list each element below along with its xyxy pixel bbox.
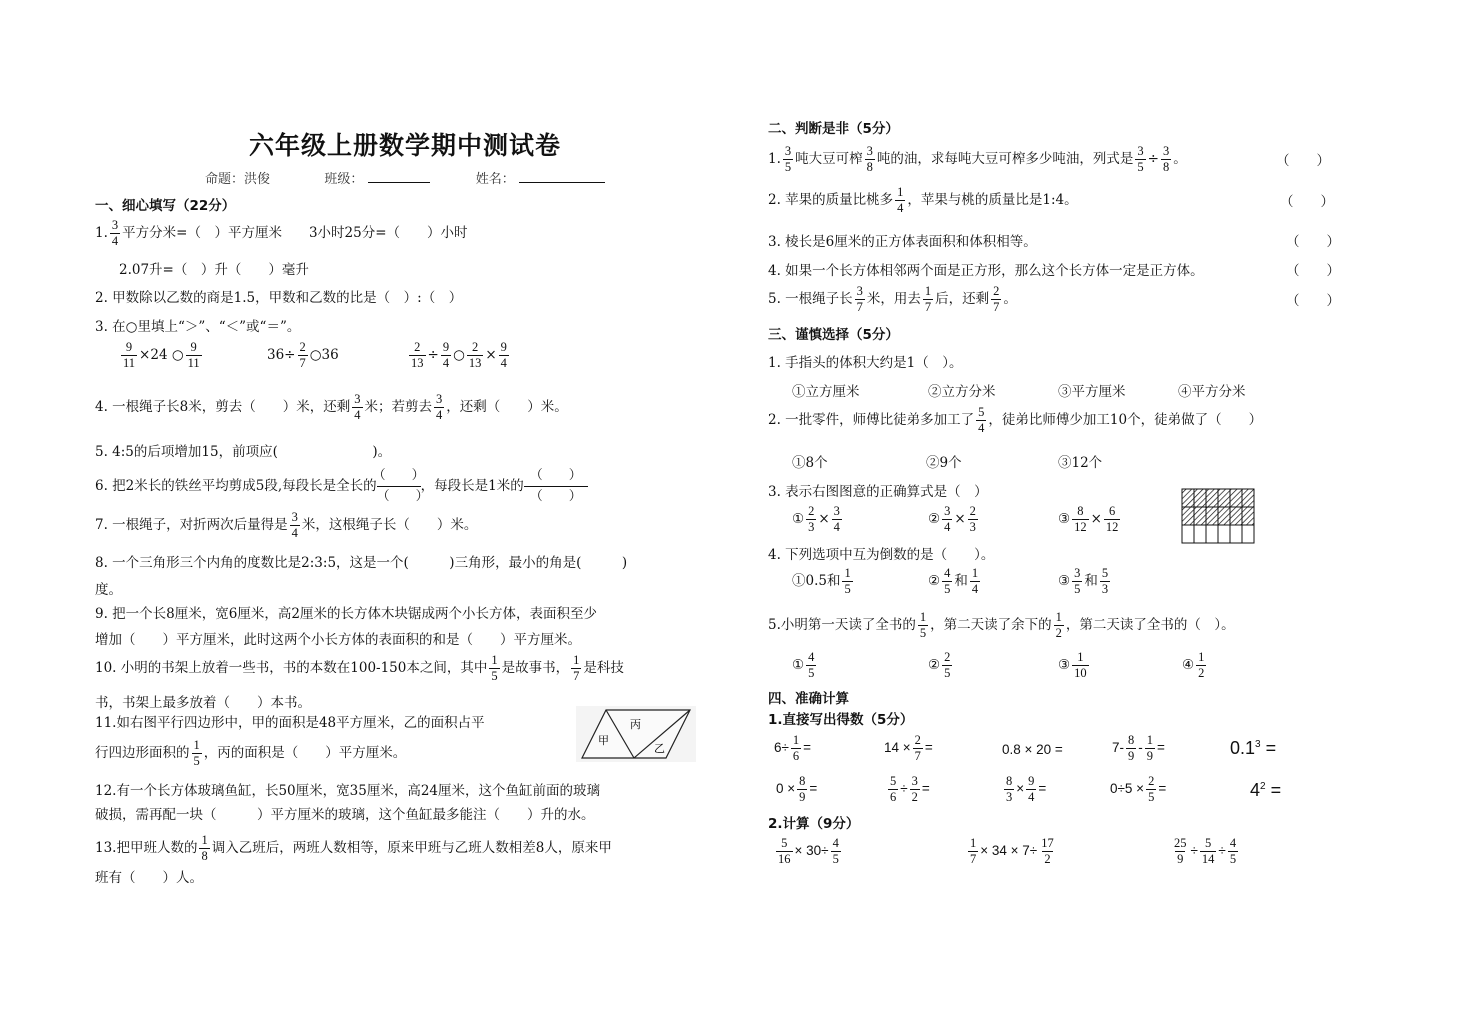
choice-1-opt-2[interactable]: ②立方分米 bbox=[928, 384, 996, 400]
calc-r1c2: 14 × $\frac{2}{7}$ = bbox=[884, 733, 933, 763]
fraction-grid-figure bbox=[1181, 488, 1255, 544]
section-3-heading: 三、谨慎选择（5分） bbox=[768, 327, 899, 343]
calc-r1c1: 6÷ $\frac{1}{6}$ = bbox=[774, 733, 812, 763]
judge-4: 4. 如果一个长方体相邻两个面是正方形，那么这个长方体一定是正方体。 bbox=[768, 263, 1204, 279]
choice-1-opt-3[interactable]: ③平方厘米 bbox=[1058, 384, 1126, 400]
question-1a: 1. $\frac{3}{4}$ 平方分米=（ ）平方厘米 3小时25分=（ ）小时 bbox=[95, 218, 468, 248]
name-blank[interactable] bbox=[519, 168, 605, 183]
choice-3: 3. 表示右图图意的正确算式是（ ） bbox=[768, 484, 988, 500]
choice-5: 5.小明第一天读了全书的 $\frac{1}{5}$ ，第二天读了余下的 $\frac{1}{2}$ ，第二天读了全书的（ ）。 bbox=[768, 610, 1235, 640]
choice-5-opt-4[interactable]: ④ $\frac{1}{2}$ bbox=[1182, 650, 1205, 680]
question-13b: 班有（ ）人。 bbox=[95, 870, 203, 886]
choice-3-opt-3[interactable]: ③ $\frac{8}{12}$ × $\frac{6}{12}$ bbox=[1058, 504, 1119, 534]
calc-r1c3: 0.8 × 20 = bbox=[1002, 742, 1063, 757]
choice-4-opt-1[interactable]: ①0.5和 $\frac{1}{5}$ bbox=[792, 566, 851, 596]
question-3-expr-2: 36÷ $\frac{2}{7}$ ○36 bbox=[267, 340, 339, 370]
name-label: 姓名： bbox=[475, 172, 515, 187]
choice-3-opt-2[interactable]: ② $\frac{3}{4}$ × $\frac{2}{3}$ bbox=[928, 504, 976, 534]
choice-2: 2. 一批零件，师傅比徒弟多加工了 $\frac{5}{4}$ ，徒弟比师傅少加工10个，徒弟做了（ ） bbox=[768, 405, 1263, 435]
question-12b: 破损，需再配一块（ ）平方厘米的玻璃，这个鱼缸最多能注（ ）升的水。 bbox=[95, 807, 595, 823]
question-12a: 12.有一个长方体玻璃鱼缸，长50厘米，宽35厘米，高24厘米，这个鱼缸前面的玻璃 bbox=[95, 783, 601, 799]
section-4-1-heading: 1.直接写出得数（5分） bbox=[768, 712, 914, 728]
judge-1-paren[interactable]: （ ） bbox=[1276, 153, 1330, 169]
question-11a: 11.如右图平行四边形中，甲的面积是48平方厘米，乙的面积占平 bbox=[95, 715, 485, 731]
author: 命题：洪俊 bbox=[205, 172, 271, 187]
calc-r2c4: 0÷5 × $\frac{2}{5}$ = bbox=[1110, 774, 1167, 804]
calc2-expr-2: $\frac{1}{7}$ × 34 × 7÷ $\frac{17}{2}$ bbox=[970, 836, 1054, 866]
question-7: 7. 一根绳子，对折两次后量得是 $\frac{3}{4}$ 米，这根绳子长（ ）米。 bbox=[95, 510, 478, 540]
choice-2-opt-3[interactable]: ③12个 bbox=[1058, 455, 1103, 471]
judge-2: 2. 苹果的质量比桃多 $\frac{1}{4}$ ，苹果与桃的质量比是1:4。 bbox=[768, 185, 1078, 215]
fig-label-bing: 丙 bbox=[630, 718, 641, 731]
choice-5-opt-1[interactable]: ① $\frac{4}{5}$ bbox=[792, 650, 815, 680]
choice-5-opt-3[interactable]: ③ $\frac{1}{10}$ bbox=[1058, 650, 1087, 680]
section-1-heading: 一、细心填写（22分） bbox=[95, 198, 236, 214]
question-3-expr-3: $\frac{2}{13}$ ÷ $\frac{9}{4}$ ○ $\frac{2}{13}$ × $\frac{9}{4}$ bbox=[411, 340, 507, 370]
question-8a: 8. 一个三角形三个内角的度数比是2:3:5，这是一个( )三角形，最小的角是( ) bbox=[95, 555, 628, 571]
judge-5-paren[interactable]: （ ） bbox=[1286, 293, 1340, 309]
judge-1: 1. $\frac{3}{5}$ 吨大豆可榨 $\frac{3}{8}$ 吨的油，求每吨大豆可榨多少吨油，列式是 $\frac{3}{5}$ ÷ $\frac{3}{8}$ 。 bbox=[768, 144, 1187, 174]
choice-4: 4. 下列选项中互为倒数的是（ ）。 bbox=[768, 547, 995, 563]
judge-2-paren[interactable]: （ ） bbox=[1280, 194, 1334, 210]
question-9a: 9. 把一个长8厘米，宽6厘米，高2厘米的长方体木块锯成两个小长方体，表面积至少 bbox=[95, 606, 597, 622]
calc-r2c3: $\frac{8}{3}$ × $\frac{9}{4}$ = bbox=[1006, 774, 1047, 804]
question-3: 3. 在○里填上“＞”、“＜”或“＝”。 bbox=[95, 319, 301, 335]
calc2-expr-1: $\frac{5}{16}$ × 30÷ $\frac{4}{5}$ bbox=[778, 836, 839, 866]
question-6: 6. 把2米长的铁丝平均剪成5段,每段长是全长的 （ ） （ ） ，每段长是1米的 （ ） （ ） bbox=[95, 466, 588, 507]
question-1b: 2.07升=（ ）升（ ）毫升 bbox=[119, 262, 309, 278]
fig-label-yi: 乙 bbox=[654, 742, 665, 755]
calc-r2c2: $\frac{5}{6}$ ÷ $\frac{3}{2}$ = bbox=[890, 774, 930, 804]
page-title: 六年级上册数学期中测试卷 bbox=[248, 131, 561, 160]
choice-1-opt-4[interactable]: ④平方分米 bbox=[1178, 384, 1246, 400]
question-10b: 书，书架上最多放着（ ）本书。 bbox=[95, 695, 311, 711]
calc-r1c5: $0.1^3$ = bbox=[1230, 738, 1277, 758]
choice-2-opt-2[interactable]: ②9个 bbox=[926, 455, 962, 471]
calc-r1c4: 7- $\frac{8}{9}$ - $\frac{1}{9}$ = bbox=[1112, 733, 1165, 763]
choice-2-opt-1[interactable]: ①8个 bbox=[792, 455, 828, 471]
question-10a: 10. 小明的书架上放着一些书，书的本数在100-150本之间，其中 $\frac{1}{5}$ 是故事书， $\frac{1}{7}$ 是科技 bbox=[95, 653, 624, 683]
calc-r2c5: $4^2$ = bbox=[1250, 780, 1282, 800]
exam-meta bbox=[95, 168, 715, 187]
choice-3-opt-1[interactable]: ① $\frac{2}{3}$ × $\frac{3}{4}$ bbox=[792, 504, 840, 534]
section-2-heading: 二、判断是非（5分） bbox=[768, 121, 899, 137]
judge-3-paren[interactable]: （ ） bbox=[1286, 234, 1340, 250]
choice-1-opt-1[interactable]: ①立方厘米 bbox=[792, 384, 860, 400]
question-2: 2. 甲数除以乙数的商是1.5，甲数和乙数的比是（ ）:（ ） bbox=[95, 290, 463, 306]
fig-label-jia: 甲 bbox=[598, 734, 609, 747]
choice-4-opt-2[interactable]: ② $\frac{4}{5}$ 和 $\frac{1}{4}$ bbox=[928, 566, 979, 596]
question-4: 4. 一根绳子长8米，剪去（ ）米，还剩 $\frac{3}{4}$ 米；若剪去 $\frac{3}{4}$ ，还剩（ ）米。 bbox=[95, 392, 568, 422]
question-8b: 度。 bbox=[95, 582, 122, 598]
choice-5-opt-2[interactable]: ② $\frac{2}{5}$ bbox=[928, 650, 951, 680]
class-label: 班级： bbox=[324, 172, 364, 187]
class-blank[interactable] bbox=[368, 168, 430, 183]
judge-5: 5. 一根绳子长 $\frac{3}{7}$ 米，用去 $\frac{1}{7}$ 后，还剩 $\frac{2}{7}$ 。 bbox=[768, 284, 1017, 314]
judge-4-paren[interactable]: （ ） bbox=[1286, 263, 1340, 279]
question-5: 5. 4:5的后项增加15，前项应( )。 bbox=[95, 444, 392, 460]
choice-1: 1. 手指头的体积大约是1（ ）。 bbox=[768, 355, 963, 371]
question-13a: 13.把甲班人数的 $\frac{1}{8}$ 调入乙班后，两班人数相等，原来甲班与乙班人数相差8人，原来甲 bbox=[95, 833, 612, 863]
choice-4-opt-3[interactable]: ③ $\frac{3}{5}$ 和 $\frac{5}{3}$ bbox=[1058, 566, 1109, 596]
question-3-expr-1: $\frac{9}{11}$ ×24 ○ $\frac{9}{11}$ bbox=[123, 340, 200, 370]
question-9b: 增加（ ）平方厘米，此时这两个小长方体的表面积的和是（ ）平方厘米。 bbox=[95, 632, 581, 648]
section-4-2-heading: 2.计算（9分） bbox=[768, 816, 860, 832]
judge-3: 3. 棱长是6厘米的正方体表面积和体积相等。 bbox=[768, 234, 1037, 250]
calc2-expr-3: $\frac{25}{9}$ ÷ $\frac{5}{14}$ ÷ $\frac{4}{5}$ bbox=[1174, 836, 1237, 866]
section-4-heading: 四、准确计算 bbox=[768, 691, 849, 707]
calc-r2c1: 0 × $\frac{8}{9}$ = bbox=[776, 774, 818, 804]
question-11b: 行四边形面积的 $\frac{1}{5}$ ，丙的面积是（ ）平方厘米。 bbox=[95, 738, 407, 768]
parallelogram-figure bbox=[576, 706, 696, 762]
